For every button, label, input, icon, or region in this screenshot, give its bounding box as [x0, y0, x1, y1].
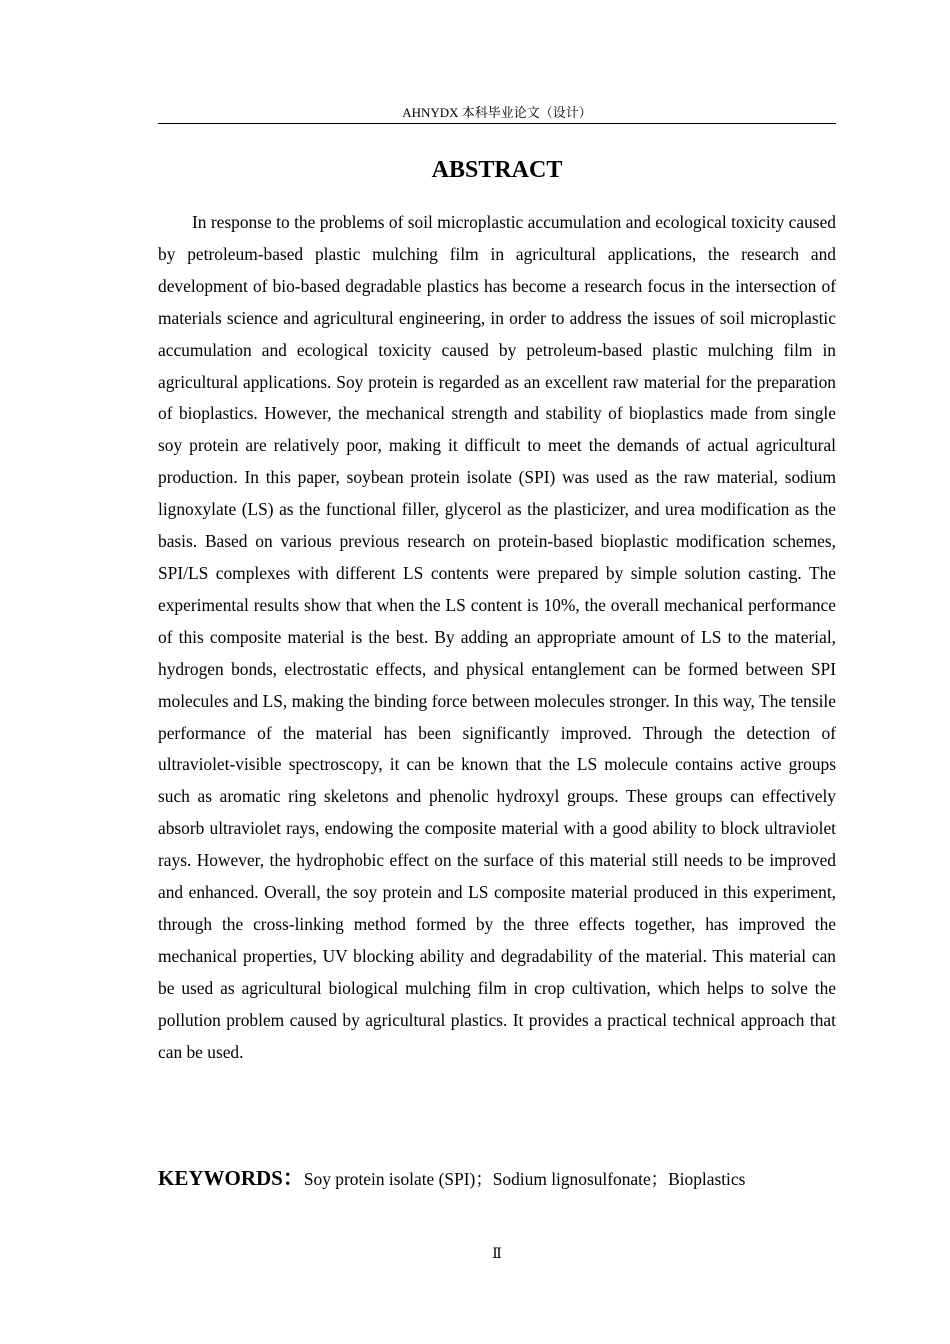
- keywords-value: Soy protein isolate (SPI)；Sodium lignosulfonate；Bioplastics: [303, 1169, 746, 1189]
- page-number: Ⅱ: [492, 1247, 502, 1262]
- abstract-body: In response to the problems of soil microplastic accumulation and ecological toxicity caused by petroleum-based plastic mulching film in agricultural applications, the research and development of bio-based degradable plastics has become a research focus in the intersection of materials science and agricultural engineering, in order to address the issues of soil microplastic accumulation and ecological toxicity caused by petroleum-based plastic mulching film in agricultural applications. Soy protein is regarded as an excellent raw material for the preparation of bioplastics. However, the mechanical strength and stability of bioplastics made from single soy protein are relatively poor, making it difficult to meet the demands of actual agricultural production. In this paper, soybean protein isolate (SPI) was used as the raw material, sodium lignoxylate (LS) as the functional filler, glycerol as the plasticizer, and urea modification as the basis. Based on various previous research on protein-based bioplastic modification schemes, SPI/LS complexes with different LS contents were prepared by simple solution casting. The experimental results show that when the LS content is 10%, the overall mechanical performance of this composite material is the best. By adding an appropriate amount of LS to the material, hydrogen bonds, electrostatic effects, and physical entanglement can be formed between SPI molecules and LS, making the binding force between molecules stronger. In this way, The tensile performance of the material has been significantly improved. Through the detection of ultraviolet-visible spectroscopy, it can be known that the LS molecule contains active groups such as aromatic ring skeletons and phenolic hydroxyl groups. These groups can effectively absorb ultraviolet rays, endowing the composite material with a good ability to block ultraviolet rays. However, the hydrophobic effect on the surface of this material still needs to be improved and enhanced. Overall, the soy protein and LS composite material produced in this experiment, through the cross-linking method formed by the three effects together, has improved the mechanical properties, UV blocking ability and degradability of the material. This material can be used as agricultural biological mulching film in crop cultivation, which helps to solve the pollution problem caused by agricultural plastics. It provides a practical technical approach that can be used.: [158, 212, 836, 1062]
- header-divider: [158, 123, 836, 124]
- abstract-title: ABSTRACT: [431, 157, 563, 183]
- keywords-label: KEYWORDS：: [158, 1166, 304, 1190]
- keywords-line: [158, 1162, 836, 1195]
- page-header: AHNYDX 本科毕业论文（设计）: [402, 105, 592, 120]
